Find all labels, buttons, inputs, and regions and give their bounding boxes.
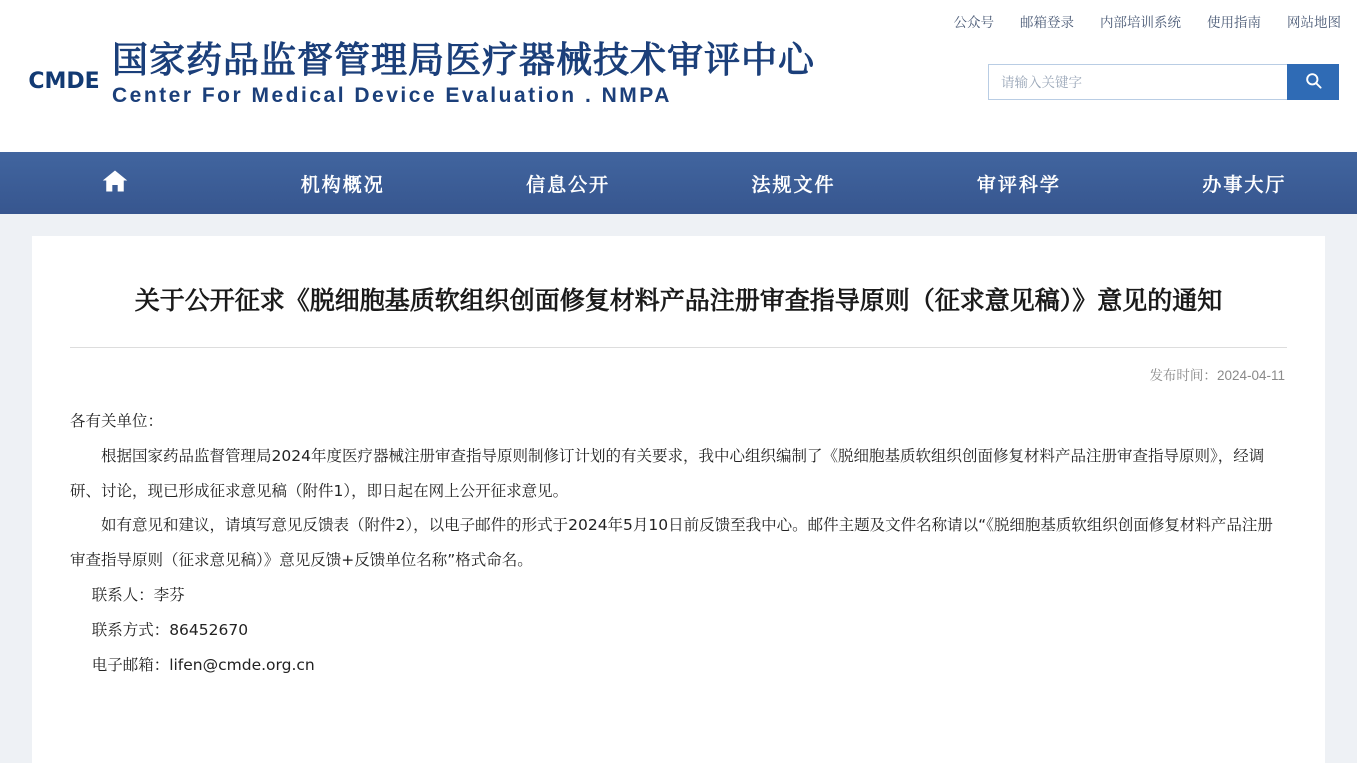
article-body [70, 394, 1287, 683]
paragraph-feedback: 如有意见和建议，请填写意见反馈表（附件2），以电子邮件的形式于2024年5月10日前反馈至我中心。邮件主题及文件名称请以“《脱细胞基质软组织创面修复材料产品注册审查指导原则（征求意见稿）》意见反馈+反馈单位名称”格式命名。 [70, 516, 1273, 570]
search-icon [1304, 71, 1323, 93]
logo-title-en: Center For Medical Device Evaluation . NMPA [112, 83, 672, 107]
publish-date: 2024-04-11 [1216, 367, 1285, 383]
link-site-map[interactable]: 网站地图 [1287, 15, 1341, 30]
site-header [0, 0, 1357, 152]
cmde-logo-icon [8, 28, 108, 120]
svg-text:CMDE: CMDE [28, 69, 100, 94]
nav-item-service-hall[interactable]: 办事大厅 [1202, 173, 1287, 196]
paragraph-background: 根据国家药品监督管理局2024年度医疗器械注册审查指导原则制修订计划的有关要求，我中心组织编制了《脱细胞基质软组织创面修复材料产品注册审查指导原则》，经调研、讨论，现已形成征求意见稿（附件1），即日起在网上公开征求意见。 [70, 446, 1265, 500]
nav-item-regulations[interactable]: 法规文件 [751, 173, 836, 196]
paragraph-salutation: 各有关单位： [70, 411, 164, 430]
publish-label: 发布时间： [1149, 367, 1217, 383]
search-input[interactable] [988, 64, 1287, 100]
link-user-guide[interactable]: 使用指南 [1207, 15, 1261, 30]
search-button[interactable] [1287, 64, 1339, 100]
paragraph-contact-email: 电子邮箱：lifen@cmde.org.cn [91, 655, 315, 674]
publish-meta [70, 348, 1287, 394]
content-card [32, 236, 1325, 763]
link-wechat-official[interactable]: 公众号 [953, 15, 994, 30]
article [32, 236, 1325, 683]
main-navigation [0, 152, 1357, 214]
home-icon [100, 167, 130, 200]
top-utility-links [954, 11, 1342, 31]
site-search [988, 64, 1339, 100]
link-internal-training[interactable]: 内部培训系统 [1100, 15, 1181, 30]
paragraph-contact-person: 联系人：李芬 [91, 586, 185, 605]
nav-item-review-science[interactable]: 审评科学 [976, 173, 1061, 196]
nav-item-information-disclosure[interactable]: 信息公开 [526, 173, 611, 196]
logo-title-cn: 国家药品监督管理局医疗器械技术审评中心 [112, 39, 816, 81]
site-logo[interactable] [8, 28, 815, 120]
paragraph-contact-phone: 联系方式：86452670 [91, 621, 249, 639]
logo-text-block [112, 39, 816, 107]
nav-item-home[interactable] [0, 167, 230, 200]
nav-item-organization[interactable]: 机构概况 [300, 173, 385, 196]
page-title: 关于公开征求《脱细胞基质软组织创面修复材料产品注册审查指导原则（征求意见稿）》意见的通知 [134, 286, 1223, 315]
link-email-login[interactable]: 邮箱登录 [1020, 15, 1074, 30]
